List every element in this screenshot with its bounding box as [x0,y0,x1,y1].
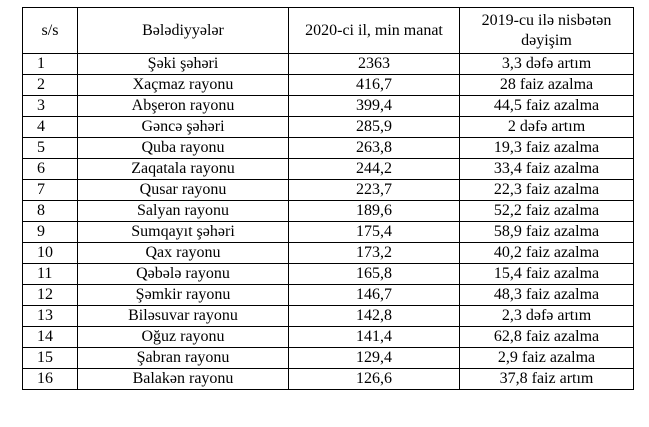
table-row [23,306,634,327]
row-number-cell: 3 [23,96,78,117]
table-row [23,201,634,222]
row-number-cell: 15 [23,348,78,369]
row-number-cell: 12 [23,285,78,306]
change-cell: 37,8 faiz artım [460,369,634,390]
change-cell: 52,2 faiz azalma [460,201,634,222]
value-2020-cell: 141,4 [289,327,460,348]
change-cell: 40,2 faiz azalma [460,243,634,264]
table-row [23,117,634,138]
value-2020-cell: 416,7 [289,75,460,96]
table-row [23,159,634,180]
table-row [23,264,634,285]
change-cell: 33,4 faiz azalma [460,159,634,180]
table-row [23,327,634,348]
municipality-cell: Şəki şəhəri [78,54,289,75]
value-2020-cell: 399,4 [289,96,460,117]
table-row [23,75,634,96]
value-2020-cell: 263,8 [289,138,460,159]
table-row [23,222,634,243]
header-row [23,8,634,54]
row-number-cell: 13 [23,306,78,327]
municipality-cell: Oğuz rayonu [78,327,289,348]
table-body [23,54,634,390]
value-2020-cell: 244,2 [289,159,460,180]
table-row [23,243,634,264]
change-cell: 48,3 faiz azalma [460,285,634,306]
table-row [23,138,634,159]
change-cell: 58,9 faiz azalma [460,222,634,243]
value-2020-cell: 129,4 [289,348,460,369]
table-row [23,54,634,75]
change-cell: 19,3 faiz azalma [460,138,634,159]
municipalities-table [22,7,634,390]
table-row [23,180,634,201]
row-number-cell: 7 [23,180,78,201]
change-cell: 2,9 faiz azalma [460,348,634,369]
row-number-cell: 14 [23,327,78,348]
municipality-cell: Qax rayonu [78,243,289,264]
table-row [23,285,634,306]
value-2020-cell: 2363 [289,54,460,75]
change-cell: 2 dəfə artım [460,117,634,138]
municipality-cell: Quba rayonu [78,138,289,159]
municipality-cell: Xaçmaz rayonu [78,75,289,96]
table-row [23,96,634,117]
header-cell-municipality: Bələdiyyələr [78,8,289,54]
header-cell-2020-value: 2020-ci il, min manat [289,8,460,54]
row-number-cell: 16 [23,369,78,390]
value-2020-cell: 189,6 [289,201,460,222]
change-cell: 44,5 faiz azalma [460,96,634,117]
municipality-cell: Qusar rayonu [78,180,289,201]
municipality-cell: Şabran rayonu [78,348,289,369]
municipality-cell: Şəmkir rayonu [78,285,289,306]
value-2020-cell: 285,9 [289,117,460,138]
row-number-cell: 8 [23,201,78,222]
row-number-cell: 1 [23,54,78,75]
row-number-cell: 5 [23,138,78,159]
value-2020-cell: 175,4 [289,222,460,243]
municipality-cell: Salyan rayonu [78,201,289,222]
row-number-cell: 11 [23,264,78,285]
change-cell: 2,3 dəfə artım [460,306,634,327]
change-cell: 62,8 faiz azalma [460,327,634,348]
municipality-cell: Sumqayıt şəhəri [78,222,289,243]
row-number-cell: 2 [23,75,78,96]
value-2020-cell: 142,8 [289,306,460,327]
row-number-cell: 9 [23,222,78,243]
table-header [23,8,634,54]
municipality-cell: Abşeron rayonu [78,96,289,117]
change-cell: 28 faiz azalma [460,75,634,96]
value-2020-cell: 126,6 [289,369,460,390]
municipality-cell: Zaqatala rayonu [78,159,289,180]
value-2020-cell: 146,7 [289,285,460,306]
change-cell: 15,4 faiz azalma [460,264,634,285]
header-cell-number: s/s [23,8,78,54]
header-cell-change: 2019-cu ilə nisbətən dəyişim [460,8,634,54]
table-row [23,369,634,390]
municipality-cell: Gəncə şəhəri [78,117,289,138]
value-2020-cell: 173,2 [289,243,460,264]
row-number-cell: 6 [23,159,78,180]
table-row [23,348,634,369]
change-cell: 22,3 faiz azalma [460,180,634,201]
municipality-cell: Balakən rayonu [78,369,289,390]
change-cell: 3,3 dəfə artım [460,54,634,75]
value-2020-cell: 165,8 [289,264,460,285]
value-2020-cell: 223,7 [289,180,460,201]
row-number-cell: 4 [23,117,78,138]
municipality-cell: Biləsuvar rayonu [78,306,289,327]
row-number-cell: 10 [23,243,78,264]
municipality-cell: Qəbələ rayonu [78,264,289,285]
